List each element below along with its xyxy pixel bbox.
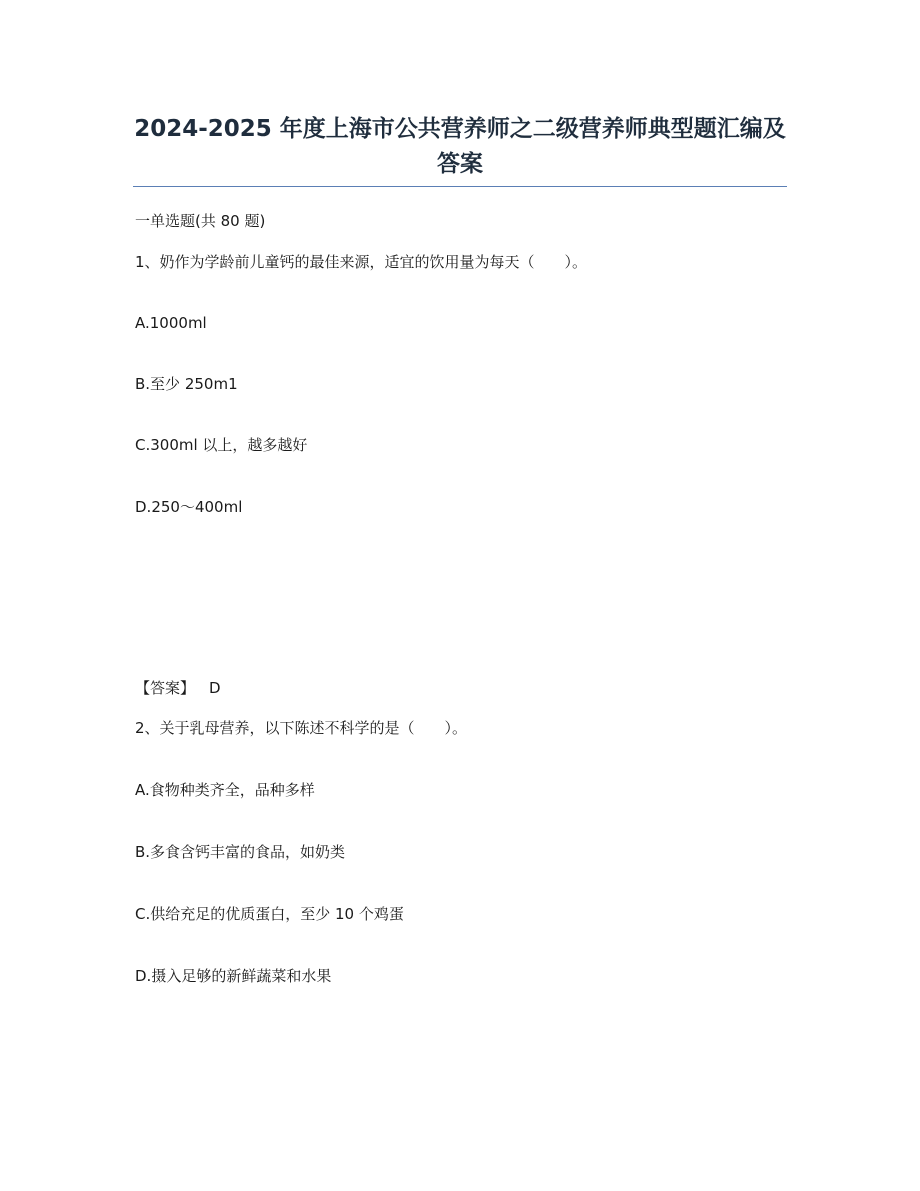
question-2-stem: 2、关于乳母营养，以下陈述不科学的是（ ）。 [135,719,468,737]
answer-label: 【答案】 [135,679,196,697]
question-2-option-b: B.多食含钙丰富的食品，如奶类 [135,843,346,861]
question-1-option-c: C.300ml 以上，越多越好 [135,436,308,454]
question-1-option-d: D.250～400ml [135,498,243,516]
question-1-answer [135,677,221,699]
document-title: 2024-2025 年度上海市公共营养师之二级营养师典型题汇编及答案 [134,116,786,177]
question-1-stem: 1、奶作为学龄前儿童钙的最佳来源，适宜的饮用量为每天（ ）。 [135,253,588,271]
question-2-option-a: A.食物种类齐全，品种多样 [135,781,315,799]
question-1-option-b: B.至少 250m1 [135,375,238,393]
section-heading: 一单选题(共 80 题) [135,212,266,230]
question-2-option-d: D.摄入足够的新鲜蔬菜和水果 [135,967,332,985]
answer-value: D [209,679,221,697]
title-divider [133,186,787,187]
question-1-option-a: A.1000ml [135,314,207,332]
question-2-option-c: C.供给充足的优质蛋白，至少 10 个鸡蛋 [135,905,404,923]
